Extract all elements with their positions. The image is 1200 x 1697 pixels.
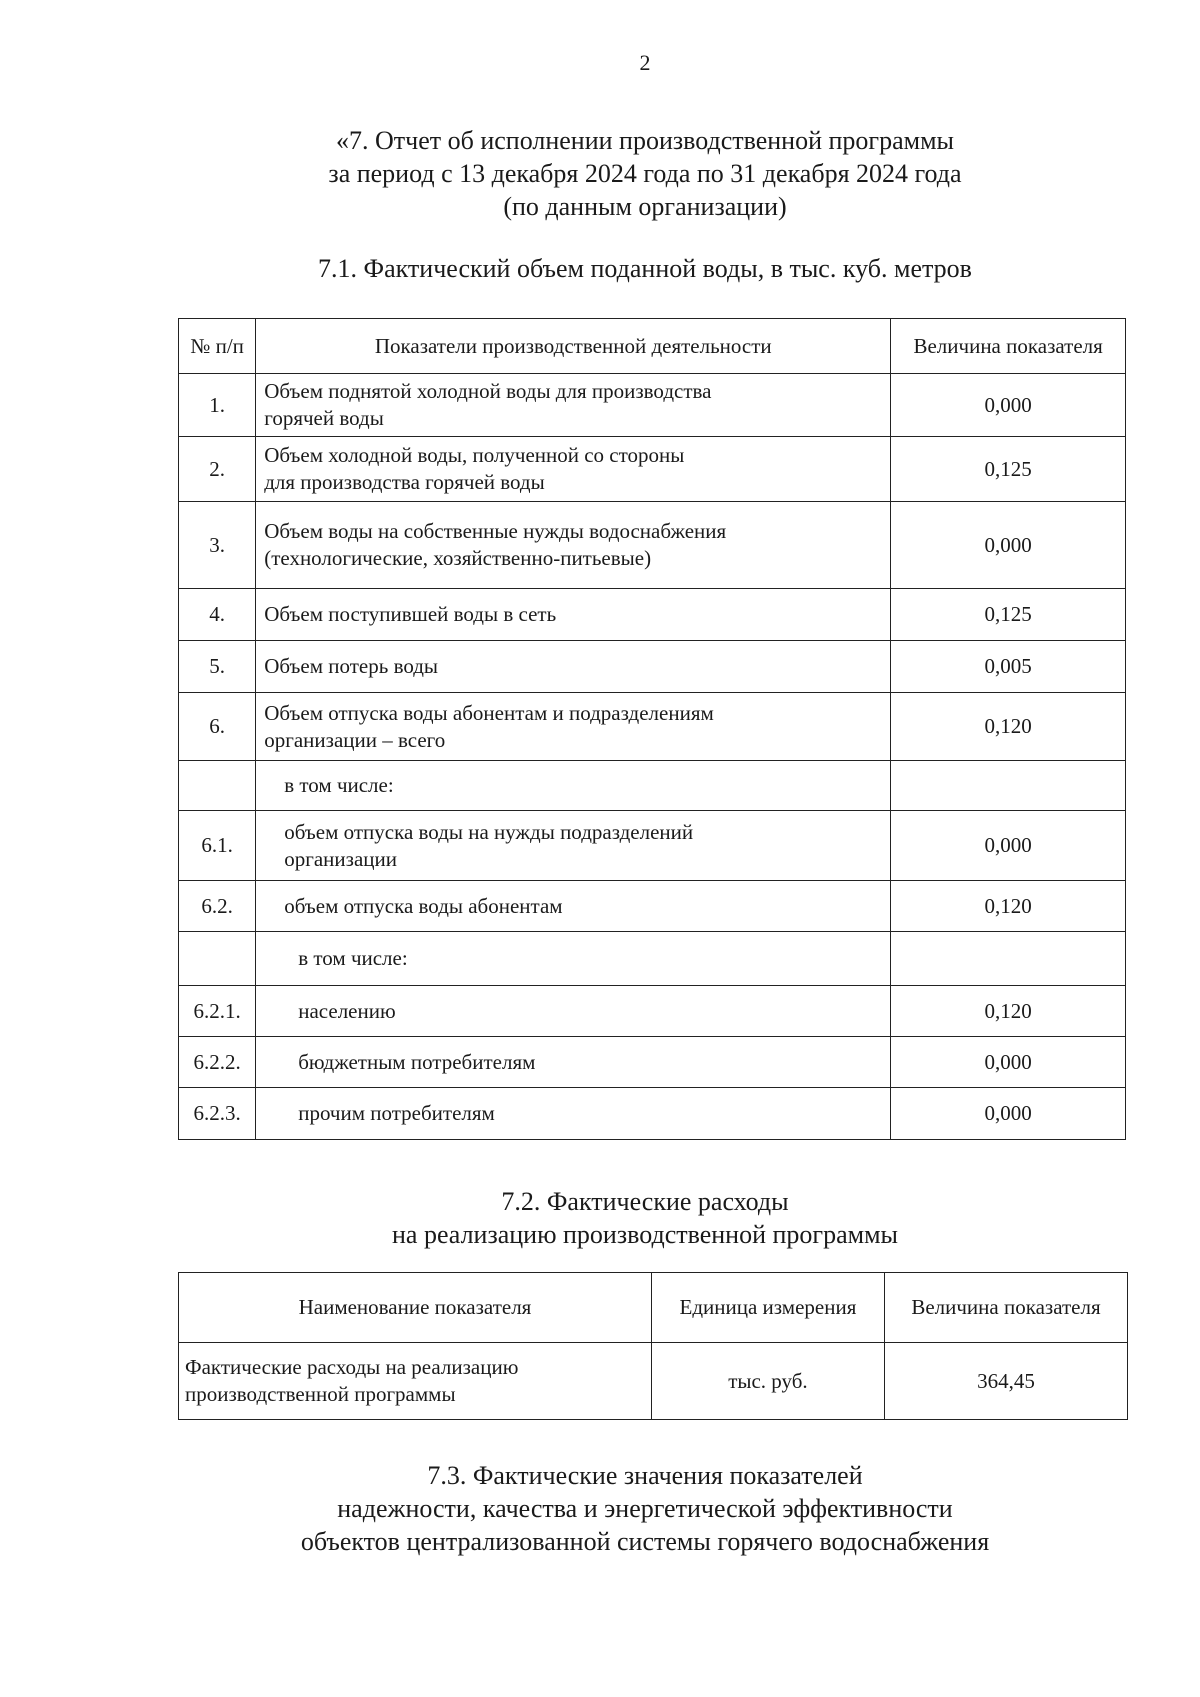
document-title bbox=[0, 124, 1200, 223]
column-header-unit: Единица измерения bbox=[651, 1273, 884, 1343]
row-number: 4. bbox=[179, 589, 256, 641]
row-indicator-line: организации bbox=[284, 846, 397, 871]
row-indicator bbox=[256, 693, 891, 761]
section-7-1-title bbox=[0, 252, 1200, 285]
table-row bbox=[179, 374, 1126, 437]
table-row bbox=[179, 693, 1126, 761]
row-indicator-line: Объем холодной воды, полученной со стороны bbox=[264, 443, 685, 467]
row-indicator-line: Объем поднятой холодной воды для производства bbox=[264, 379, 712, 403]
row-value: 0,005 bbox=[891, 641, 1126, 693]
row-value: 0,000 bbox=[891, 1037, 1126, 1088]
row-indicator bbox=[256, 374, 891, 437]
row-number: 6.2.2. bbox=[179, 1037, 256, 1088]
table-header-row bbox=[179, 319, 1126, 374]
table-row bbox=[179, 641, 1126, 693]
section-7-1-title-text: 7.1. Фактический объем поданной воды, в тыс. куб. метров bbox=[318, 254, 972, 283]
row-indicator: Объем потерь воды bbox=[256, 641, 891, 693]
row-indicator-line: Объем воды на собственные нужды водоснабжения bbox=[264, 519, 727, 543]
row-indicator: прочим потребителям bbox=[256, 1088, 891, 1140]
row-indicator bbox=[256, 811, 891, 881]
row-indicator-line: горячей воды bbox=[264, 406, 384, 430]
row-number: 6.2.3. bbox=[179, 1088, 256, 1140]
row-value: 0,000 bbox=[891, 374, 1126, 437]
row-indicator: бюджетным потребителям bbox=[256, 1037, 891, 1088]
page-number: 2 bbox=[639, 50, 651, 75]
row-unit: тыс. руб. bbox=[651, 1343, 884, 1420]
table-row bbox=[179, 502, 1126, 589]
row-value bbox=[891, 932, 1126, 986]
row-value: 0,125 bbox=[891, 437, 1126, 502]
section-7-3-title-line: надежности, качества и энергетической эффективности bbox=[337, 1494, 953, 1523]
row-indicator bbox=[256, 437, 891, 502]
row-indicator: в том числе: bbox=[256, 932, 891, 986]
table-row bbox=[179, 932, 1126, 986]
table-row bbox=[179, 881, 1126, 932]
table-row bbox=[179, 1088, 1126, 1140]
row-number: 6.2. bbox=[179, 881, 256, 932]
row-value: 0,000 bbox=[891, 811, 1126, 881]
table-row bbox=[179, 986, 1126, 1037]
water-volume-table bbox=[178, 318, 1126, 1140]
row-value: 0,120 bbox=[891, 881, 1126, 932]
column-header-name: Наименование показателя bbox=[179, 1273, 652, 1343]
row-value: 0,120 bbox=[891, 693, 1126, 761]
row-indicator-line: объем отпуска воды на нужды подразделений bbox=[284, 819, 694, 844]
row-indicator-line: производственной программы bbox=[185, 1382, 456, 1406]
expenses-table bbox=[178, 1272, 1128, 1420]
row-indicator-line: Фактические расходы на реализацию bbox=[185, 1355, 519, 1379]
section-7-2-title-line: 7.2. Фактические расходы bbox=[501, 1187, 789, 1216]
table-row bbox=[179, 1037, 1126, 1088]
row-indicator-line: организации – всего bbox=[264, 727, 446, 752]
column-header-value: Величина показателя bbox=[884, 1273, 1127, 1343]
section-7-3-title bbox=[0, 1459, 1200, 1558]
row-number: 6. bbox=[179, 693, 256, 761]
section-7-3-title-line: объектов централизованной системы горячего водоснабжения bbox=[300, 1527, 990, 1556]
column-header-indicator: Показатели производственной деятельности bbox=[256, 319, 891, 374]
section-7-2-title-line: на реализацию производственной программы bbox=[391, 1220, 898, 1249]
row-number: 1. bbox=[179, 374, 256, 437]
row-number: 2. bbox=[179, 437, 256, 502]
row-indicator: в том числе: bbox=[256, 761, 891, 811]
section-7-2-title bbox=[0, 1185, 1200, 1251]
table-header-row bbox=[179, 1273, 1128, 1343]
section-7-3-title-line: 7.3. Фактические значения показателей bbox=[427, 1461, 863, 1490]
row-value: 0,125 bbox=[891, 589, 1126, 641]
row-indicator-line: Объем отпуска воды абонентам и подразделениям bbox=[264, 700, 714, 725]
table-row bbox=[179, 1343, 1128, 1420]
table-row bbox=[179, 811, 1126, 881]
table-row bbox=[179, 761, 1126, 811]
row-value: 0,000 bbox=[891, 1088, 1126, 1140]
row-value: 0,000 bbox=[891, 502, 1126, 589]
row-indicator: объем отпуска воды абонентам bbox=[256, 881, 891, 932]
document-title-line: «7. Отчет об исполнении производственной программы bbox=[335, 126, 955, 155]
table-row bbox=[179, 437, 1126, 502]
row-indicator: населению bbox=[256, 986, 891, 1037]
column-header-value: Величина показателя bbox=[891, 319, 1126, 374]
row-value: 0,120 bbox=[891, 986, 1126, 1037]
row-number bbox=[179, 932, 256, 986]
row-value bbox=[891, 761, 1126, 811]
row-indicator-line: (технологические, хозяйственно-питьевые) bbox=[264, 546, 652, 570]
row-number: 6.1. bbox=[179, 811, 256, 881]
row-number: 5. bbox=[179, 641, 256, 693]
row-indicator: Объем поступившей воды в сеть bbox=[256, 589, 891, 641]
row-number: 3. bbox=[179, 502, 256, 589]
document-title-line: (по данным организации) bbox=[503, 192, 787, 221]
row-value: 364,45 bbox=[884, 1343, 1127, 1420]
column-header-number: № п/п bbox=[179, 319, 256, 374]
row-indicator-line: для производства горячей воды bbox=[264, 470, 545, 494]
row-number: 6.2.1. bbox=[179, 986, 256, 1037]
table-row bbox=[179, 589, 1126, 641]
row-number bbox=[179, 761, 256, 811]
row-indicator bbox=[256, 502, 891, 589]
document-title-line: за период с 13 декабря 2024 года по 31 декабря 2024 года bbox=[328, 159, 962, 188]
row-indicator bbox=[179, 1343, 652, 1420]
